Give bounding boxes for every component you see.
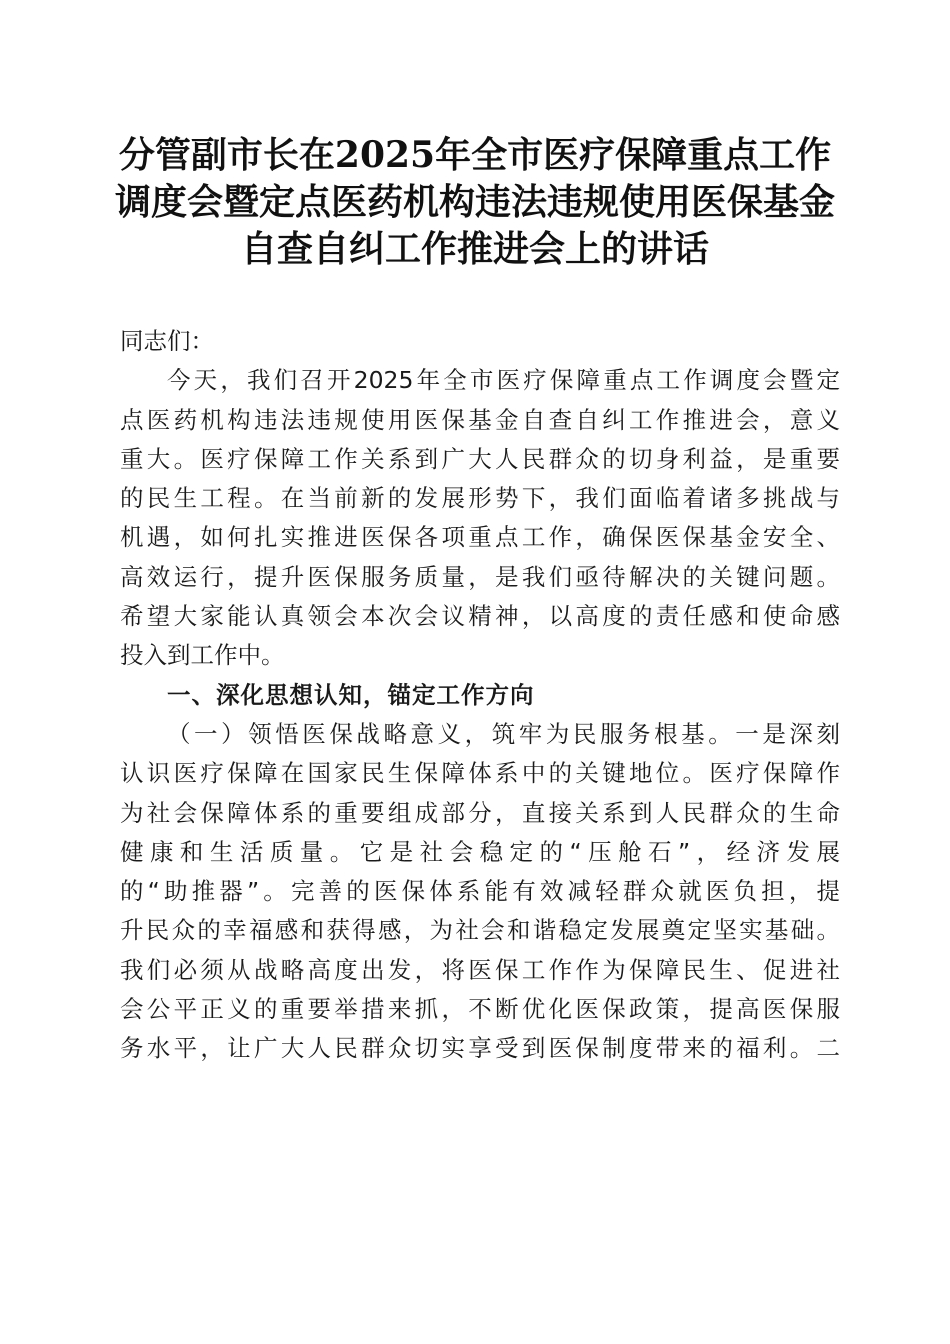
- paragraph-line: 务水平，让广大人民群众切实享受到医保制度带来的福利。二: [120, 1034, 840, 1063]
- title-line: 调度会暨定点医药机构违法违规使用医保基金: [114, 181, 835, 223]
- document-title: [100, 132, 850, 273]
- paragraph-line: 点医药机构违法违规使用医保基金自查自纠工作推进会，意义: [120, 405, 840, 434]
- paragraph-line: 升民众的幸福感和获得感，为社会和谐稳定发展奠定坚实基础。: [120, 916, 840, 945]
- paragraph-line: 的民生工程。在当前新的发展形势下，我们面临着诸多挑战与: [120, 484, 840, 513]
- paragraph-line: 健康和生活质量。它是社会稳定的“压舱石”，经济发展: [120, 837, 840, 866]
- paragraph-line: 我们必须从战略高度出发，将医保工作作为保障民生、促进社: [120, 955, 840, 984]
- paragraph-line: 为社会保障体系的重要组成部分，直接关系到人民群众的生命: [120, 798, 840, 827]
- section-heading: 一、深化思想认知，锚定工作方向: [167, 680, 535, 709]
- paragraph-line: 投入到工作中。: [120, 641, 285, 670]
- title-line: 自查自纠工作推进会上的讲话: [240, 228, 709, 270]
- paragraph-line: （一）领悟医保战略意义，筑牢为民服务根基。一是深刻: [167, 719, 840, 748]
- paragraph-line: 认识医疗保障在国家民生保障体系中的关键地位。医疗保障作: [120, 759, 840, 788]
- salutation: 同志们：: [120, 327, 214, 355]
- paragraph-line: 的“助推器”。完善的医保体系能有效减轻群众就医负担，提: [120, 877, 840, 906]
- title-line: 分管副市长在2025年全市医疗保障重点工作: [118, 134, 832, 176]
- document-body: [120, 322, 840, 1069]
- paragraph-line: 今天，我们召开2025年全市医疗保障重点工作调度会暨定: [167, 366, 840, 395]
- paragraph-line: 会公平正义的重要举措来抓，不断优化医保政策，提高医保服: [120, 995, 840, 1024]
- paragraph-line: 重大。医疗保障工作关系到广大人民群众的切身利益，是重要: [120, 444, 840, 473]
- paragraph-line: 高效运行，提升医保服务质量，是我们亟待解决的关键问题。: [120, 562, 840, 591]
- paragraph-line: 希望大家能认真领会本次会议精神，以高度的责任感和使命感: [120, 602, 840, 631]
- paragraph-line: 机遇，如何扎实推进医保各项重点工作，确保医保基金安全、: [120, 523, 840, 552]
